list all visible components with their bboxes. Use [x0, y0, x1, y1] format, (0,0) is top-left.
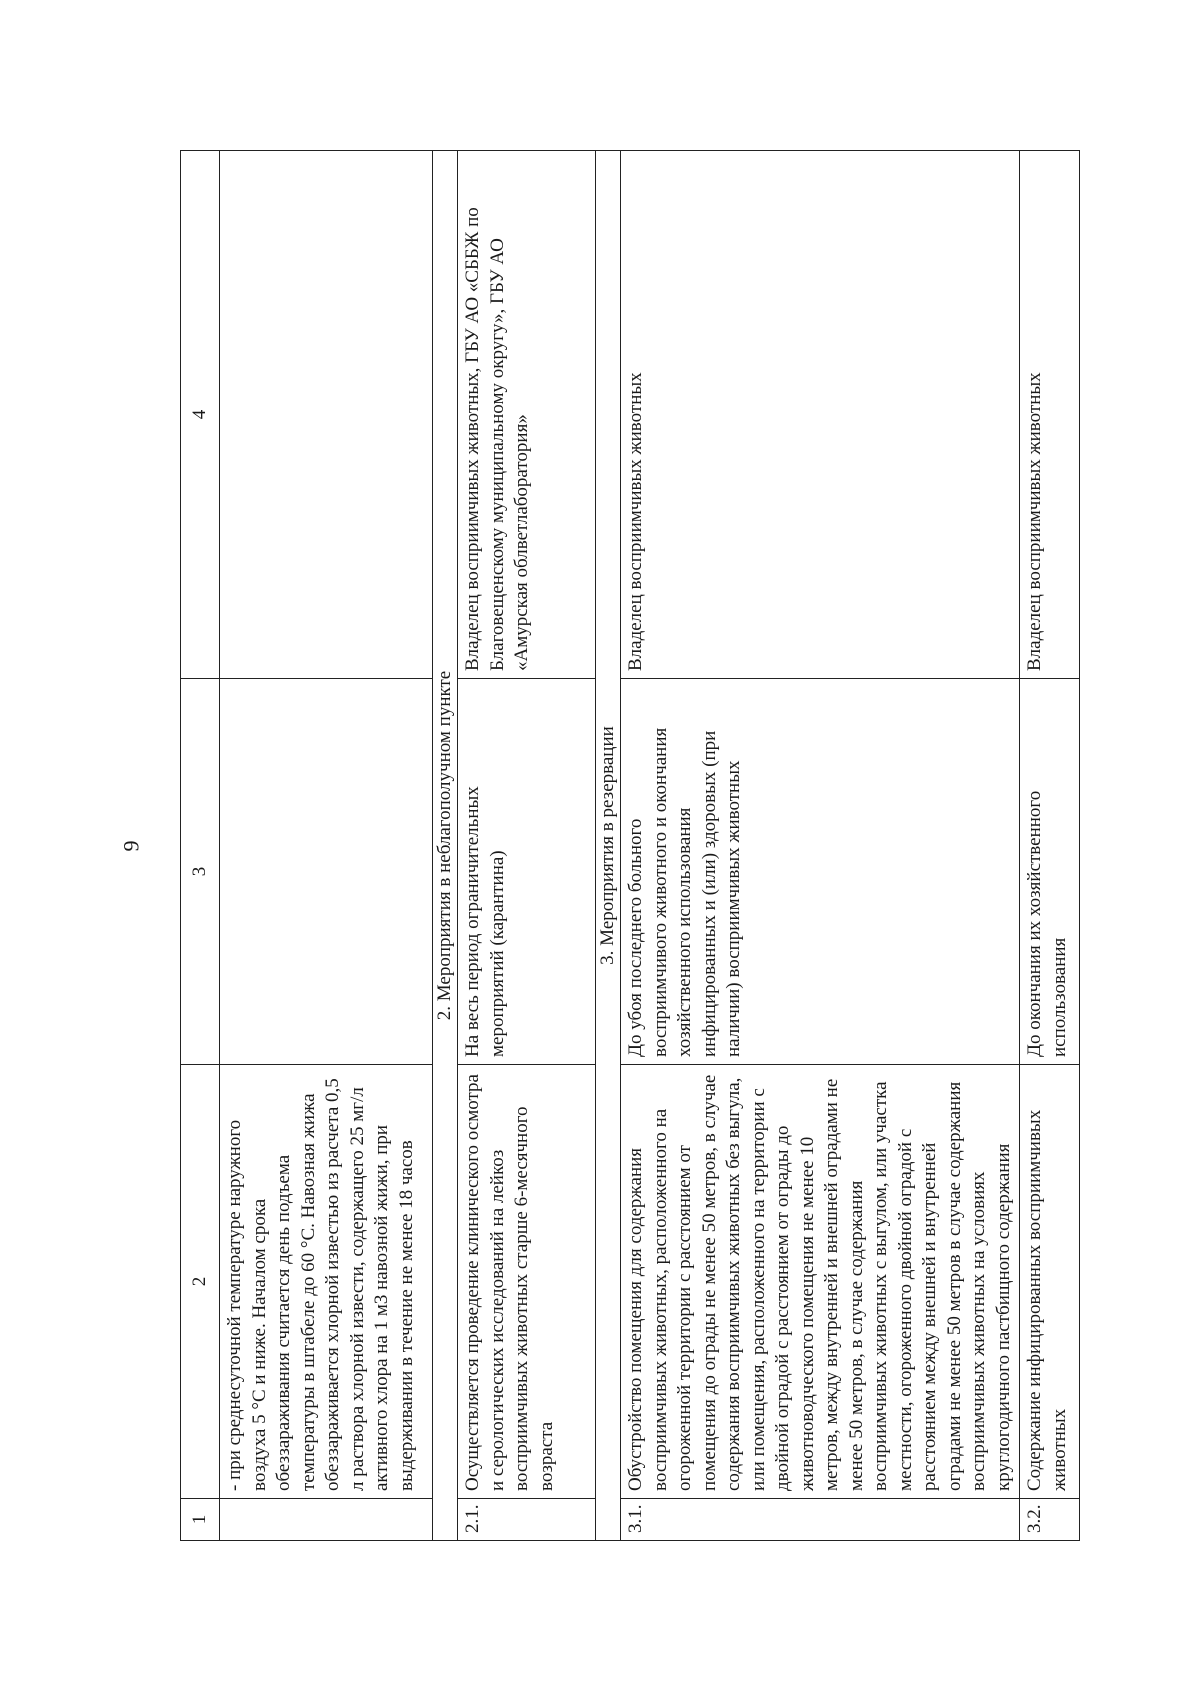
row-measure: - при среднесуточной температуре наружного воздуха 5 °С и ниже. Началом срока обеззараживания считается день подъема температуры в штабеле до 60 °С. Навозная жижа обеззараживается хлорной известью из расчета 0,5 л раствора хлорной извести, содержащего 25 мг/л активного хлора на 1 м3 навозной жижи, при выдерживании в течение не менее 18 часов [220, 1065, 433, 1499]
row-number [220, 1499, 433, 1541]
table-row [458, 151, 596, 1541]
section-2-title: 2. Мероприятия в неблагополучном пункте [433, 151, 458, 1541]
table-header-row [181, 151, 220, 1541]
header-col-3: 3 [181, 679, 220, 1065]
measures-table [180, 150, 1080, 1541]
row-measure: Обустройство помещения для содержания восприимчивых животных, расположенного на огороженной территории с расстоянием от помещения до ограды не менее 50 метров, в случае содержания восприимчивых животных без выгула, или помещения, расположенного на территории с двойной оградой с расстоянием от ограды до животноводческого помещения не менее 10 метров, между внутренней и внешней оградами не менее 50 метров, в случае содержания восприимчивых животных с выгулом, или участка местности, огороженного двойной оградой с расстоянием между внешней и внутренней оградами не менее 50 метров в случае содержания восприимчивых животных на условиях круглогодичного пастбищного содержания [621, 1065, 1020, 1499]
header-col-2: 2 [181, 1065, 220, 1499]
row-term: До убоя последнего больного восприимчивого животного и окончания хозяйственного использования инфицированных и (или) здоровых (при наличии) восприимчивых животных [621, 679, 1020, 1065]
row-term: До окончания их хозяйственного использования [1020, 679, 1080, 1065]
row-measure: Содержание инфицированных восприимчивых животных [1020, 1065, 1080, 1499]
row-responsible: Владелец восприимчивых животных, ГБУ АО «СББЖ по Благовещенскому муниципальному округу», ГБУ АО «Амурская облветлаборатория» [458, 151, 596, 679]
row-responsible: Владелец восприимчивых животных [621, 151, 1020, 679]
section-3-title: 3. Мероприятия в резервации [596, 151, 621, 1541]
row-measure: Осуществляется проведение клинического осмотра и серологических исследований на лейкоз восприимчивых животных старше 6-месячного возраста [458, 1065, 596, 1499]
header-col-1: 1 [181, 1499, 220, 1541]
row-term [220, 679, 433, 1065]
row-number: 3.1. [621, 1499, 1020, 1541]
row-term: На весь период ограничительных мероприятий (карантина) [458, 679, 596, 1065]
row-number: 3.2. [1020, 1499, 1080, 1541]
section-header-row [596, 151, 621, 1541]
page-number: 9 [118, 840, 144, 852]
table-row [621, 151, 1020, 1541]
table-row [220, 151, 433, 1541]
row-responsible [220, 151, 433, 679]
table-row [1020, 151, 1080, 1541]
rotated-table-container [180, 151, 1070, 1541]
header-col-4: 4 [181, 151, 220, 679]
row-responsible: Владелец восприимчивых животных [1020, 151, 1080, 679]
section-header-row [433, 151, 458, 1541]
row-number: 2.1. [458, 1499, 596, 1541]
